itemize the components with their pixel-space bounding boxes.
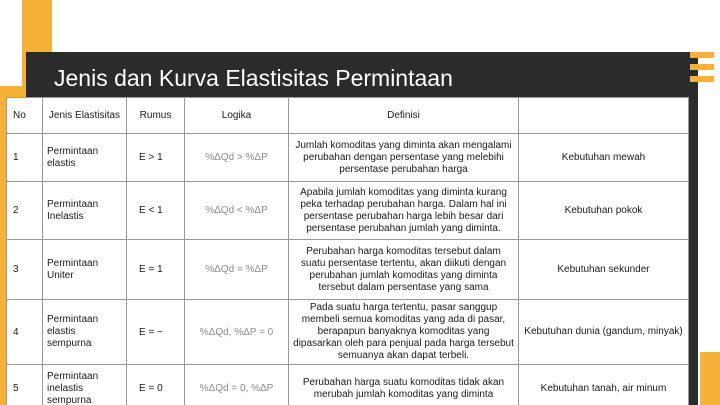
cell-rumus: E = 0 [127, 365, 185, 405]
cell-keterangan: Kebutuhan mewah [519, 134, 689, 182]
right-bars-decoration [690, 52, 714, 88]
cell-rumus: E > 1 [127, 134, 185, 182]
cell-no: 2 [7, 182, 43, 240]
slide-title: Jenis dan Kurva Elastisitas Permintaan [54, 65, 453, 91]
table-row [7, 365, 689, 405]
cell-jenis: Permintaan elastis [43, 134, 127, 182]
cell-no: 1 [7, 134, 43, 182]
right-accent-block [700, 352, 720, 405]
table-row [7, 182, 689, 240]
table-row [7, 240, 689, 300]
cell-logika: %ΔQd = %ΔP [185, 240, 289, 300]
cell-logika: %ΔQd > %ΔP [185, 134, 289, 182]
cell-no: 5 [7, 365, 43, 405]
cell-keterangan: Kebutuhan pokok [519, 182, 689, 240]
header-definisi: Definisi [289, 98, 519, 134]
header-keterangan [519, 98, 689, 134]
cell-keterangan: Kebutuhan sekunder [519, 240, 689, 300]
cell-no: 3 [7, 240, 43, 300]
table-header-row [7, 98, 689, 134]
left-bars-decoration [0, 56, 12, 92]
cell-definisi: Apabila jumlah komoditas yang diminta kurang peka terhadap perubahan harga. Dalam hal ini persentase perubahan harga lebih besar dari persentase perubahan jumlah yang diminta. [289, 182, 519, 240]
elasticity-table [6, 97, 689, 405]
cell-jenis: Permintaan inelastis sempurna [43, 365, 127, 405]
table-row [7, 300, 689, 365]
header-logika: Logika [185, 98, 289, 134]
cell-logika: %ΔQd = 0, %ΔP [185, 365, 289, 405]
cell-definisi: Pada suatu harga tertentu, pasar sanggup membeli semua komoditas yang ada di pasar, berapapun banyaknya komoditas yang dipasarkan oleh para penjual pada harga tersebut semuanya akan dapat terbeli. [289, 300, 519, 365]
header-rumus: Rumus [127, 98, 185, 134]
cell-rumus: E = ~ [127, 300, 185, 365]
cell-keterangan: Kebutuhan tanah, air minum [519, 365, 689, 405]
cell-jenis: Permintaan Inelastis [43, 182, 127, 240]
cell-logika: %ΔQd < %ΔP [185, 182, 289, 240]
cell-rumus: E < 1 [127, 182, 185, 240]
cell-jenis: Permintaan elastis sempurna [43, 300, 127, 365]
header-jenis: Jenis Elastisitas [43, 98, 127, 134]
cell-logika: %ΔQd, %ΔP = 0 [185, 300, 289, 365]
table-row [7, 134, 689, 182]
cell-jenis: Permintaan Uniter [43, 240, 127, 300]
cell-rumus: E = 1 [127, 240, 185, 300]
cell-definisi: Perubahan harga komoditas tersebut dalam suatu persentase tertentu, akan diikuti dengan perubahan jumlah komoditas yang diminta tersebut dalam persentase yang sama [289, 240, 519, 300]
cell-definisi: Jumlah komoditas yang diminta akan mengalami perubahan dengan persentase yang melebihi persentase perubahan harga [289, 134, 519, 182]
header-no: No [7, 98, 43, 134]
cell-no: 4 [7, 300, 43, 365]
cell-keterangan: Kebutuhan dunia (gandum, minyak) [519, 300, 689, 365]
cell-definisi: Perubahan harga suatu komoditas tidak akan merubah jumlah komoditas yang diminta [289, 365, 519, 405]
